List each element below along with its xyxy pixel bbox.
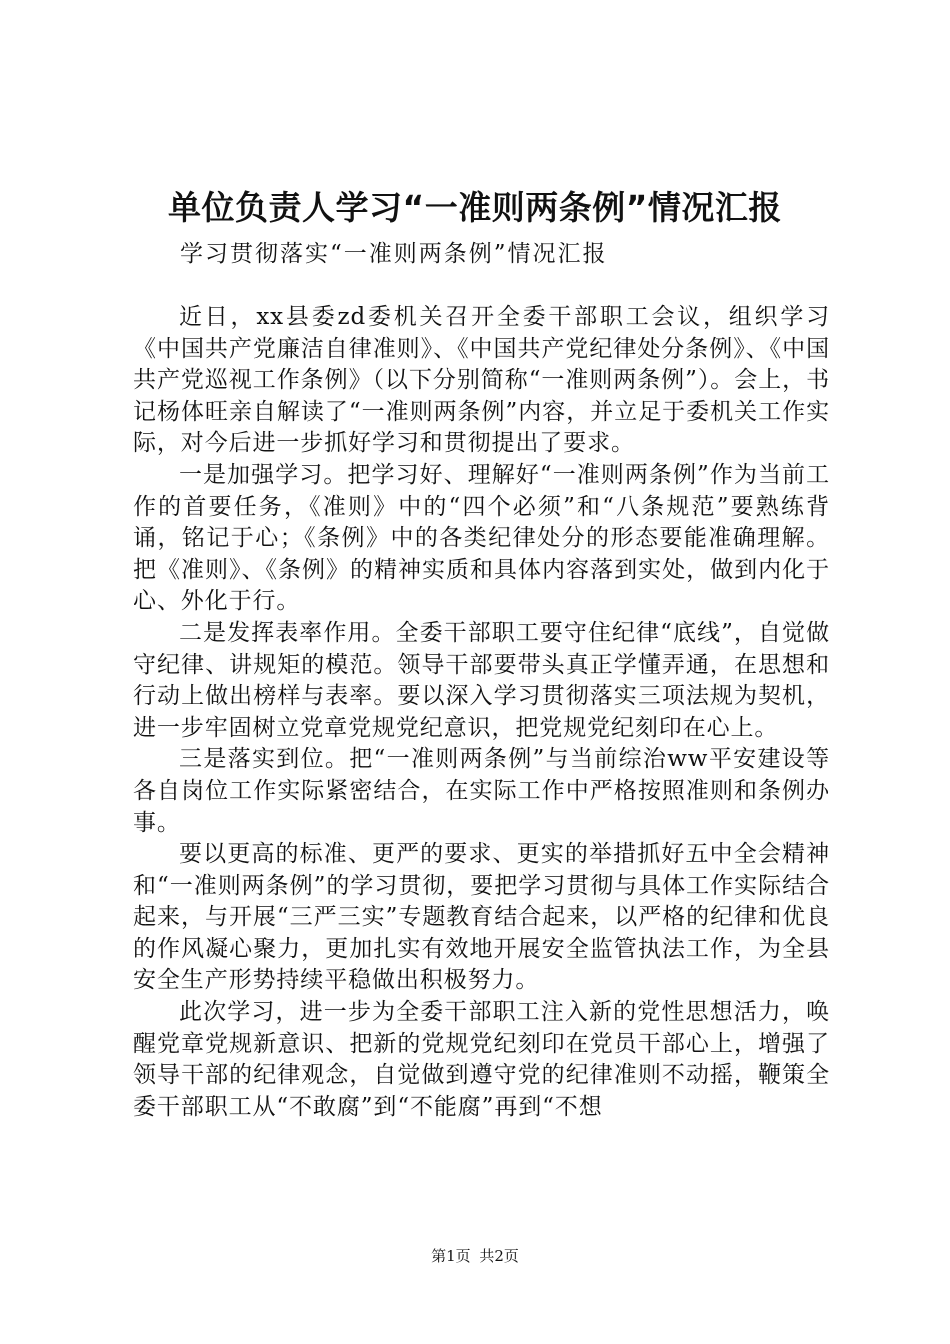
document-subtitle: 学习贯彻落实“一准则两条例”情况汇报 bbox=[180, 241, 608, 267]
document-body bbox=[133, 302, 830, 1123]
page-total: 共2页 bbox=[479, 1247, 519, 1265]
paragraph-intro: 近日，xx县委zd委机关召开全委干部职工会议，组织学习《中国共产党廉洁自律准则》、《中国共产党纪律处分条例》、《中国共产党巡视工作条例》（以下分别简称“一准则两条例”）。会上，书记杨体旺亲自解读了“一准则两条例”内容，并立足于委机关工作实际，对今后进一步抓好学习和贯彻提出了要求。 bbox=[133, 304, 830, 457]
page-footer bbox=[0, 1246, 950, 1266]
paragraph-conclusion: 此次学习，进一步为全委干部职工注入新的党性思想活力，唤醒党章党规新意识、把新的党规党纪刻印在党员干部心上，增强了领导干部的纪律观念，自觉做到遵守党的纪律准则不动摇，鞭策全委干部职工从“不敢腐”到“不能腐”再到“不想 bbox=[133, 999, 830, 1120]
page-number: 第1页 bbox=[431, 1247, 471, 1265]
paragraph-requirements: 要以更高的标准、更严的要求、更实的举措抓好五中全会精神和“一准则两条例”的学习贯彻，要把学习贯彻与具体工作实际结合起来，与开展“三严三实”专题教育结合起来，以严格的纪律和优良的作风凝心聚力，更加扎实有效地开展安全监管执法工作，为全县安全生产形势持续平稳做出积极努力。 bbox=[133, 841, 830, 994]
document-title: 单位负责人学习“一准则两条例”情况汇报 bbox=[168, 188, 782, 227]
paragraph-point-one: 一是加强学习。把学习好、理解好“一准则两条例”作为当前工作的首要任务，《准则》中的“四个必须”和“八条规范”要熟练背诵，铭记于心；《条例》中的各类纪律处分的形态要能准确理解。把《准则》、《条例》的精神实质和具体内容落到实处，做到内化于心、外化于行。 bbox=[133, 461, 830, 615]
paragraph-point-three: 三是落实到位。把“一准则两条例”与当前综治ww平安建设等各自岗位工作实际紧密结合，在实际工作中严格按照准则和条例办事。 bbox=[133, 746, 830, 836]
paragraph-point-two: 二是发挥表率作用。全委干部职工要守住纪律“底线”，自觉做守纪律、讲规矩的模范。领导干部要带头真正学懂弄通，在思想和行动上做出榜样与表率。要以深入学习贯彻落实三项法规为契机，进一步牢固树立党章党规党纪意识，把党规党纪刻印在心上。 bbox=[133, 619, 830, 741]
